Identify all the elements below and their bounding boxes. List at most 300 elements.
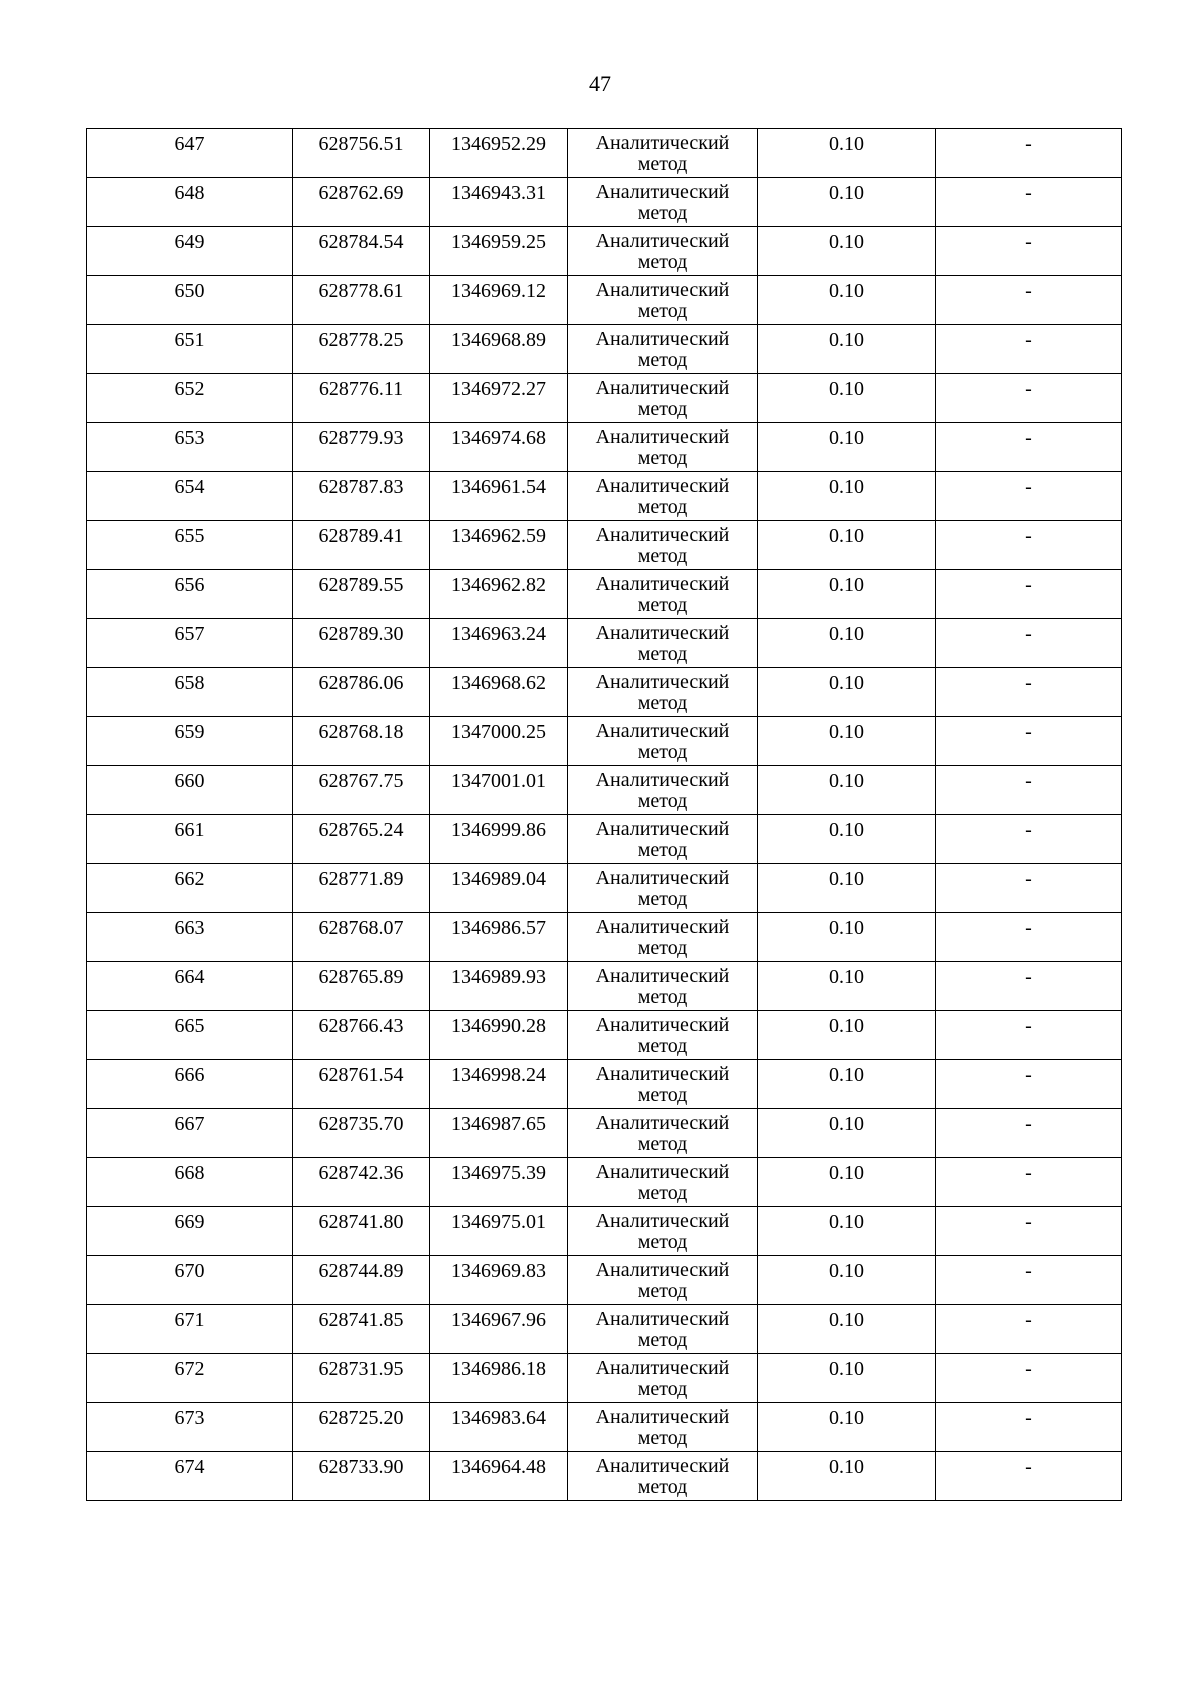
method-cell — [568, 1158, 758, 1207]
coordinate-x-cell — [293, 913, 430, 962]
note-text: - — [1025, 819, 1032, 841]
point-number-text: 658 — [174, 672, 205, 694]
method-line-1: Аналитический — [595, 1259, 730, 1281]
note-text: - — [1025, 182, 1032, 204]
method-text — [568, 1452, 757, 1498]
method-line-1: Аналитический — [595, 230, 730, 252]
coordinate-y-cell — [430, 325, 568, 374]
note-cell — [936, 1452, 1122, 1501]
table-row — [87, 1158, 1122, 1207]
coordinate-x-cell — [293, 962, 430, 1011]
accuracy-text: 0.10 — [829, 1162, 864, 1184]
method-line-1: Аналитический — [595, 475, 730, 497]
method-text — [568, 423, 757, 469]
method-line-2: метод — [637, 545, 688, 567]
accuracy-cell — [758, 619, 936, 668]
method-cell — [568, 178, 758, 227]
accuracy-cell — [758, 913, 936, 962]
coordinate-y-cell — [430, 1256, 568, 1305]
point-number-cell — [87, 962, 293, 1011]
table-row — [87, 1452, 1122, 1501]
coordinate-x-cell — [293, 521, 430, 570]
coordinate-x-cell — [293, 668, 430, 717]
accuracy-text: 0.10 — [829, 966, 864, 988]
point-number-text: 665 — [174, 1015, 205, 1037]
coordinate-y-cell — [430, 619, 568, 668]
coordinate-y-text: 1346972.27 — [451, 378, 546, 400]
coordinate-x-text: 628756.51 — [318, 133, 404, 155]
accuracy-text: 0.10 — [829, 574, 864, 596]
coordinate-x-cell — [293, 864, 430, 913]
table-row — [87, 619, 1122, 668]
method-text — [568, 766, 757, 812]
method-line-2: метод — [637, 1084, 688, 1106]
method-cell — [568, 864, 758, 913]
point-number-cell — [87, 129, 293, 178]
note-text: - — [1025, 1358, 1032, 1380]
coordinate-x-cell — [293, 1060, 430, 1109]
point-number-text: 650 — [174, 280, 205, 302]
method-text — [568, 521, 757, 567]
method-text — [568, 129, 757, 175]
method-cell — [568, 913, 758, 962]
table-row — [87, 129, 1122, 178]
method-line-2: метод — [637, 1427, 688, 1449]
coordinate-y-cell — [430, 1207, 568, 1256]
coordinate-x-text: 628778.61 — [318, 280, 404, 302]
coordinate-x-text: 628786.06 — [318, 672, 404, 694]
method-line-2: метод — [637, 888, 688, 910]
coordinate-x-text: 628744.89 — [318, 1260, 404, 1282]
note-cell — [936, 570, 1122, 619]
method-line-2: метод — [637, 1133, 688, 1155]
method-line-1: Аналитический — [595, 1210, 730, 1232]
method-line-2: метод — [637, 447, 688, 469]
note-text: - — [1025, 427, 1032, 449]
accuracy-cell — [758, 423, 936, 472]
method-line-1: Аналитический — [595, 377, 730, 399]
coordinate-x-text: 628768.18 — [318, 721, 404, 743]
point-number-cell — [87, 472, 293, 521]
note-cell — [936, 619, 1122, 668]
point-number-text: 667 — [174, 1113, 205, 1135]
method-cell — [568, 1452, 758, 1501]
coordinate-y-cell — [430, 1354, 568, 1403]
coordinate-y-text: 1346943.31 — [451, 182, 546, 204]
coordinate-x-cell — [293, 1158, 430, 1207]
method-line-1: Аналитический — [595, 1308, 730, 1330]
accuracy-text: 0.10 — [829, 231, 864, 253]
method-line-1: Аналитический — [595, 1063, 730, 1085]
coordinate-x-cell — [293, 1452, 430, 1501]
accuracy-cell — [758, 325, 936, 374]
note-cell — [936, 178, 1122, 227]
accuracy-text: 0.10 — [829, 427, 864, 449]
coordinate-y-cell — [430, 913, 568, 962]
coordinate-x-cell — [293, 766, 430, 815]
method-line-2: метод — [637, 496, 688, 518]
table-row — [87, 1060, 1122, 1109]
coordinate-y-cell — [430, 570, 568, 619]
table-row — [87, 1011, 1122, 1060]
accuracy-cell — [758, 178, 936, 227]
coordinate-x-text: 628725.20 — [318, 1407, 404, 1429]
note-text: - — [1025, 1407, 1032, 1429]
accuracy-text: 0.10 — [829, 1358, 864, 1380]
point-number-text: 666 — [174, 1064, 205, 1086]
method-line-1: Аналитический — [595, 132, 730, 154]
point-number-text: 671 — [174, 1309, 205, 1331]
point-number-cell — [87, 521, 293, 570]
method-text — [568, 1354, 757, 1400]
coordinate-y-text: 1346959.25 — [451, 231, 546, 253]
point-number-text: 657 — [174, 623, 205, 645]
method-line-1: Аналитический — [595, 916, 730, 938]
method-line-1: Аналитический — [595, 1406, 730, 1428]
coordinate-x-cell — [293, 1354, 430, 1403]
method-text — [568, 325, 757, 371]
method-line-2: метод — [637, 1329, 688, 1351]
note-cell — [936, 325, 1122, 374]
accuracy-text: 0.10 — [829, 1407, 864, 1429]
coordinate-x-cell — [293, 1011, 430, 1060]
coordinate-x-text: 628741.85 — [318, 1309, 404, 1331]
coordinate-x-text: 628741.80 — [318, 1211, 404, 1233]
coordinate-y-cell — [430, 1158, 568, 1207]
table-row — [87, 227, 1122, 276]
point-number-text: 668 — [174, 1162, 205, 1184]
note-cell — [936, 472, 1122, 521]
coordinate-x-text: 628779.93 — [318, 427, 404, 449]
point-number-text: 654 — [174, 476, 205, 498]
method-line-2: метод — [637, 153, 688, 175]
point-number-text: 663 — [174, 917, 205, 939]
accuracy-text: 0.10 — [829, 1015, 864, 1037]
note-text: - — [1025, 1260, 1032, 1282]
coordinate-x-text: 628735.70 — [318, 1113, 404, 1135]
method-text — [568, 717, 757, 763]
method-cell — [568, 570, 758, 619]
coordinate-y-cell — [430, 717, 568, 766]
coordinate-x-text: 628762.69 — [318, 182, 404, 204]
coordinate-x-cell — [293, 1305, 430, 1354]
table-row — [87, 423, 1122, 472]
note-text: - — [1025, 1064, 1032, 1086]
point-number-cell — [87, 1354, 293, 1403]
method-cell — [568, 276, 758, 325]
table-row — [87, 1256, 1122, 1305]
table-row — [87, 276, 1122, 325]
method-line-2: метод — [637, 1280, 688, 1302]
accuracy-cell — [758, 864, 936, 913]
point-number-cell — [87, 325, 293, 374]
method-text — [568, 619, 757, 665]
method-line-1: Аналитический — [595, 1357, 730, 1379]
accuracy-text: 0.10 — [829, 133, 864, 155]
note-text: - — [1025, 525, 1032, 547]
method-line-1: Аналитический — [595, 965, 730, 987]
accuracy-cell — [758, 1158, 936, 1207]
coordinate-y-cell — [430, 1011, 568, 1060]
coordinate-y-text: 1347001.01 — [451, 770, 546, 792]
method-text — [568, 913, 757, 959]
point-number-cell — [87, 374, 293, 423]
point-number-text: 649 — [174, 231, 205, 253]
method-cell — [568, 1403, 758, 1452]
note-text: - — [1025, 280, 1032, 302]
coordinate-y-cell — [430, 815, 568, 864]
coordinate-y-cell — [430, 864, 568, 913]
method-line-2: метод — [637, 937, 688, 959]
note-text: - — [1025, 1456, 1032, 1478]
note-text: - — [1025, 1113, 1032, 1135]
accuracy-cell — [758, 1060, 936, 1109]
coordinate-y-cell — [430, 1060, 568, 1109]
coordinate-x-cell — [293, 1207, 430, 1256]
accuracy-text: 0.10 — [829, 1113, 864, 1135]
method-text — [568, 962, 757, 1008]
point-number-cell — [87, 1158, 293, 1207]
coordinate-y-text: 1346986.18 — [451, 1358, 546, 1380]
point-number-text: 662 — [174, 868, 205, 890]
method-line-2: метод — [637, 1182, 688, 1204]
method-text — [568, 178, 757, 224]
coordinate-x-text: 628768.07 — [318, 917, 404, 939]
point-number-text: 669 — [174, 1211, 205, 1233]
point-number-cell — [87, 766, 293, 815]
method-line-2: метод — [637, 202, 688, 224]
method-text — [568, 374, 757, 420]
coordinate-x-text: 628789.41 — [318, 525, 404, 547]
accuracy-text: 0.10 — [829, 378, 864, 400]
coordinate-x-text: 628767.75 — [318, 770, 404, 792]
accuracy-cell — [758, 717, 936, 766]
point-number-cell — [87, 1109, 293, 1158]
method-line-2: метод — [637, 1035, 688, 1057]
table-row — [87, 570, 1122, 619]
accuracy-cell — [758, 276, 936, 325]
coordinate-x-cell — [293, 276, 430, 325]
point-number-cell — [87, 1305, 293, 1354]
note-cell — [936, 815, 1122, 864]
method-cell — [568, 668, 758, 717]
note-text: - — [1025, 329, 1032, 351]
coordinate-x-text: 628784.54 — [318, 231, 404, 253]
accuracy-text: 0.10 — [829, 280, 864, 302]
method-text — [568, 1158, 757, 1204]
coordinate-x-text: 628789.55 — [318, 574, 404, 596]
point-number-text: 673 — [174, 1407, 205, 1429]
coordinate-y-text: 1346974.68 — [451, 427, 546, 449]
method-cell — [568, 1011, 758, 1060]
coordinate-x-text: 628761.54 — [318, 1064, 404, 1086]
method-line-2: метод — [637, 741, 688, 763]
coordinate-x-cell — [293, 178, 430, 227]
method-text — [568, 227, 757, 273]
table-row — [87, 1403, 1122, 1452]
method-cell — [568, 129, 758, 178]
method-cell — [568, 619, 758, 668]
accuracy-text: 0.10 — [829, 917, 864, 939]
coordinate-y-cell — [430, 1109, 568, 1158]
method-line-1: Аналитический — [595, 720, 730, 742]
point-number-cell — [87, 815, 293, 864]
table-row — [87, 766, 1122, 815]
accuracy-cell — [758, 1011, 936, 1060]
accuracy-text: 0.10 — [829, 1260, 864, 1282]
method-line-2: метод — [637, 349, 688, 371]
method-line-1: Аналитический — [595, 769, 730, 791]
method-line-2: метод — [637, 643, 688, 665]
method-cell — [568, 472, 758, 521]
table-row — [87, 1305, 1122, 1354]
accuracy-text: 0.10 — [829, 525, 864, 547]
method-text — [568, 1011, 757, 1057]
point-number-text: 672 — [174, 1358, 205, 1380]
coordinate-y-cell — [430, 1452, 568, 1501]
coordinate-y-cell — [430, 668, 568, 717]
method-line-2: метод — [637, 1378, 688, 1400]
note-text: - — [1025, 574, 1032, 596]
coordinate-x-cell — [293, 1256, 430, 1305]
method-cell — [568, 1207, 758, 1256]
note-text: - — [1025, 133, 1032, 155]
accuracy-cell — [758, 1256, 936, 1305]
note-cell — [936, 962, 1122, 1011]
method-line-1: Аналитический — [595, 1161, 730, 1183]
note-cell — [936, 1256, 1122, 1305]
method-line-1: Аналитический — [595, 181, 730, 203]
coordinate-y-text: 1346961.54 — [451, 476, 546, 498]
note-cell — [936, 227, 1122, 276]
accuracy-text: 0.10 — [829, 182, 864, 204]
note-text: - — [1025, 623, 1032, 645]
point-number-cell — [87, 864, 293, 913]
coordinate-x-cell — [293, 472, 430, 521]
method-cell — [568, 227, 758, 276]
page-number: 47 — [589, 71, 611, 96]
method-text — [568, 1403, 757, 1449]
coordinate-y-text: 1346962.82 — [451, 574, 546, 596]
point-number-cell — [87, 570, 293, 619]
coordinate-x-cell — [293, 619, 430, 668]
method-cell — [568, 1109, 758, 1158]
note-cell — [936, 1207, 1122, 1256]
point-number-text: 661 — [174, 819, 205, 841]
coordinate-y-cell — [430, 276, 568, 325]
note-cell — [936, 1060, 1122, 1109]
coordinate-x-cell — [293, 374, 430, 423]
coordinate-x-text: 628771.89 — [318, 868, 404, 890]
point-number-text: 660 — [174, 770, 205, 792]
method-text — [568, 472, 757, 518]
method-line-1: Аналитический — [595, 818, 730, 840]
coordinate-y-cell — [430, 227, 568, 276]
table-row — [87, 1207, 1122, 1256]
method-text — [568, 1256, 757, 1302]
point-number-text: 652 — [174, 378, 205, 400]
table-row — [87, 472, 1122, 521]
coordinate-y-cell — [430, 1403, 568, 1452]
note-text: - — [1025, 231, 1032, 253]
coordinate-y-cell — [430, 374, 568, 423]
method-line-2: метод — [637, 1231, 688, 1253]
note-text: - — [1025, 721, 1032, 743]
note-cell — [936, 1109, 1122, 1158]
coordinate-x-text: 628789.30 — [318, 623, 404, 645]
accuracy-text: 0.10 — [829, 819, 864, 841]
method-line-1: Аналитический — [595, 279, 730, 301]
point-number-cell — [87, 227, 293, 276]
coordinate-y-cell — [430, 178, 568, 227]
method-cell — [568, 374, 758, 423]
coordinate-y-text: 1346975.39 — [451, 1162, 546, 1184]
note-text: - — [1025, 378, 1032, 400]
coordinate-x-text: 628731.95 — [318, 1358, 404, 1380]
note-text: - — [1025, 476, 1032, 498]
accuracy-cell — [758, 374, 936, 423]
method-cell — [568, 521, 758, 570]
point-number-cell — [87, 1256, 293, 1305]
coordinate-y-text: 1346999.86 — [451, 819, 546, 841]
coordinate-y-text: 1346998.24 — [451, 1064, 546, 1086]
note-cell — [936, 864, 1122, 913]
coordinate-y-cell — [430, 962, 568, 1011]
method-line-2: метод — [637, 300, 688, 322]
coordinate-x-text: 628776.11 — [318, 378, 404, 400]
note-cell — [936, 1403, 1122, 1452]
method-line-1: Аналитический — [595, 622, 730, 644]
table-row — [87, 864, 1122, 913]
method-line-1: Аналитический — [595, 328, 730, 350]
coordinates-table-body — [87, 129, 1122, 1501]
note-cell — [936, 668, 1122, 717]
accuracy-text: 0.10 — [829, 476, 864, 498]
note-cell — [936, 521, 1122, 570]
method-line-2: метод — [637, 251, 688, 273]
method-cell — [568, 815, 758, 864]
point-number-text: 674 — [174, 1456, 205, 1478]
note-text: - — [1025, 1162, 1032, 1184]
method-line-1: Аналитический — [595, 671, 730, 693]
method-cell — [568, 717, 758, 766]
note-cell — [936, 1011, 1122, 1060]
table-row — [87, 1109, 1122, 1158]
method-cell — [568, 766, 758, 815]
coordinate-y-cell — [430, 521, 568, 570]
coordinates-table — [86, 128, 1122, 1501]
note-cell — [936, 129, 1122, 178]
accuracy-text: 0.10 — [829, 770, 864, 792]
method-text — [568, 1207, 757, 1253]
note-text: - — [1025, 672, 1032, 694]
coordinate-x-cell — [293, 1109, 430, 1158]
point-number-cell — [87, 913, 293, 962]
method-cell — [568, 325, 758, 374]
point-number-cell — [87, 423, 293, 472]
method-line-1: Аналитический — [595, 573, 730, 595]
method-cell — [568, 1305, 758, 1354]
method-line-2: метод — [637, 1476, 688, 1498]
method-line-1: Аналитический — [595, 524, 730, 546]
point-number-text: 653 — [174, 427, 205, 449]
coordinate-x-text: 628733.90 — [318, 1456, 404, 1478]
coordinate-y-text: 1346987.65 — [451, 1113, 546, 1135]
coordinate-y-text: 1347000.25 — [451, 721, 546, 743]
method-text — [568, 815, 757, 861]
method-line-2: метод — [637, 398, 688, 420]
coordinate-y-text: 1346975.01 — [451, 1211, 546, 1233]
